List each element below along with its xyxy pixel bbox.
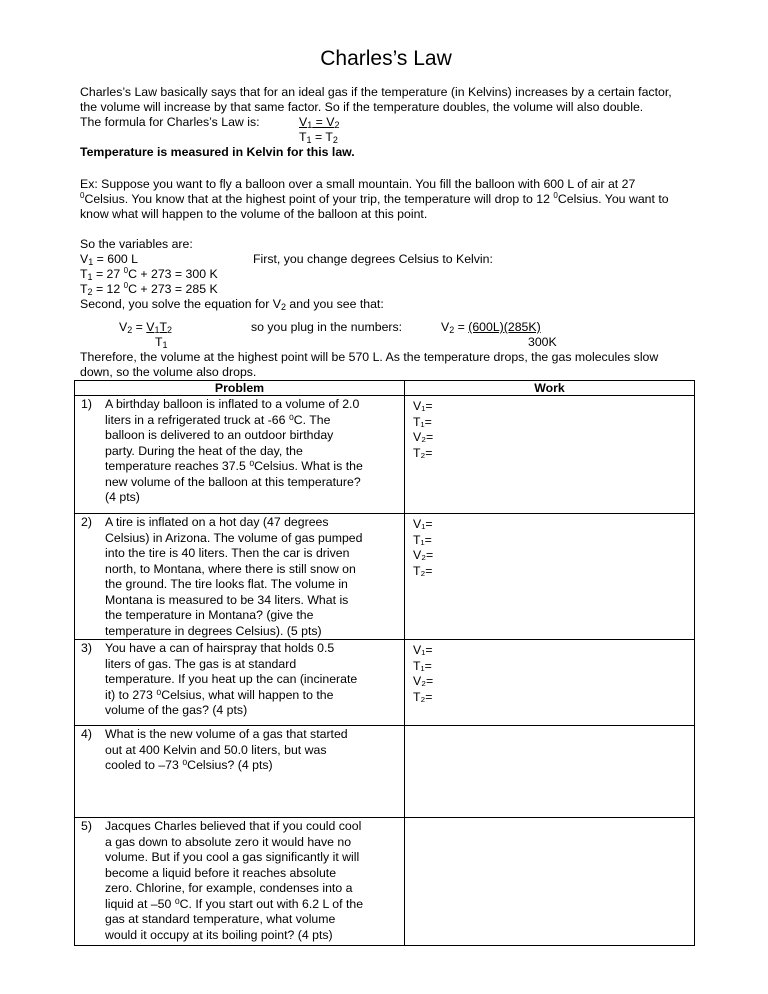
work-cell-3[interactable]: V₁= T₁= V₂= T₂= [413, 643, 434, 704]
intro-line-1: Charles’s Law basically says that for an ideal gas if the temperature (in Kelvins) increases by a certain factor, [80, 85, 672, 99]
variable-t2: $T_2 = 12$ $^0$C + 273 = 285 K [80, 281, 218, 297]
problem-1: 1) A birthday balloon is inflated to a volume of 2.0 liters in a refrigerated truck at -66 ⁰C. The balloon is delivered to an outdoor birthday party. During the heat of the day, the temperature reaches 37.5 ⁰Celsius. What is the new volume of the balloon at this temperature? (4 pts) [81, 397, 363, 504]
table-row [75, 514, 695, 640]
table-header-row [75, 381, 695, 396]
table-row [75, 640, 695, 726]
problem-2: 2) A tire is inflated on a hot day (47 degrees Celsius) in Arizona. The volume of gas pumped into the tire is 40 liters. Then the car is driven north, to Montana, where there is still snow on the ground. The tire looks flat. The volume in Montana is measured to be 34 liters. What is the temperature in Montana? (give the temperature in degrees Celsius). (5 pts) [81, 515, 363, 638]
kelvin-note: Temperature is measured in Kelvin for this law. [80, 145, 355, 159]
plugged-denominator: 300K [528, 335, 557, 349]
table-row [75, 726, 695, 818]
problem-5: 5) Jacques Charles believed that if you could cool a gas down to absolute zero it would have no volume. But if you cool a gas significantly it will become a liquid before it reaches absolute zero. Chlorine, for example, condenses into a liquid at –50 ⁰C. If you start out with 6.2 L of the gas at standard temperature, what volume would it occupy at its boiling point? (4 pts) [81, 819, 364, 942]
page-title: Charles’s Law [320, 47, 452, 70]
problem-3: 3) You have a can of hairspray that holds 0.5 liters of gas. The gas is at standard temperature. If you heat up the can (incinerate it) to 273 ⁰Celsius, what will happen to the volume of the gas? (4 pts) [81, 641, 358, 717]
conclusion-line-1: Therefore, the volume at the highest point will be 570 L. As the temperature drops, the gas molecules slow [80, 350, 659, 364]
problems-table [74, 380, 695, 946]
first-step: First, you change degrees Celsius to Kelvin: [253, 252, 493, 266]
problem-4: 4) What is the new volume of a gas that started out at 400 Kelvin and 50.0 liters, but was cooled to –73 ⁰Celsius? (4 pts) [81, 727, 348, 772]
problem-column-header: Problem [75, 381, 405, 396]
work-cell-4[interactable] [405, 726, 695, 818]
example-line-3: know what will happen to the volume of the balloon at this point. [80, 207, 428, 221]
formula-label: The formula for Charles’s Law is: [80, 115, 260, 129]
plug-in-text: so you plug in the numbers: [251, 320, 403, 334]
work-cell-5[interactable] [405, 818, 695, 946]
solved-equation: $V_2 = V_1T_2$ [119, 320, 172, 335]
solved-equation-denominator: $T_1$ [155, 335, 168, 350]
plugged-equation: $V_2 = (600L)(285K)$ [441, 320, 541, 335]
work-column-header: Work [405, 381, 695, 396]
work-cell-2[interactable]: V₁= T₁= V₂= T₂= [413, 517, 434, 578]
variable-t1: $T_1 = 27$ $^0$C + 273 = 300 K [80, 266, 218, 282]
conclusion-line-2: down, so the volume also drops. [80, 365, 257, 379]
example-line-1: Ex: Suppose you want to fly a balloon over a small mountain. You fill the balloon with 600 L of air at 27 [80, 177, 636, 191]
intro-line-2: the volume will increase by that same factor. So if the temperature doubles, the volume will also double. [80, 100, 644, 114]
work-cell-1[interactable]: V₁= T₁= V₂= T₂= [413, 399, 434, 460]
table-row [75, 396, 695, 514]
formula-denominator: $T_1 = T_2$ [299, 130, 338, 145]
variable-v1: $V_1 = 600$ L [80, 252, 139, 267]
table-row [75, 818, 695, 946]
variables-intro: So the variables are: [80, 237, 193, 251]
example-line-2: $^0$Celsius. You know that at the highest point of your trip, the temperature will drop to 12 $^0$Celsius. You want to [80, 191, 669, 206]
second-step: Second, you solve the equation for $V_2$ and you see that: [80, 297, 384, 312]
formula-numerator: $V_1 = V_2$ [299, 115, 340, 130]
